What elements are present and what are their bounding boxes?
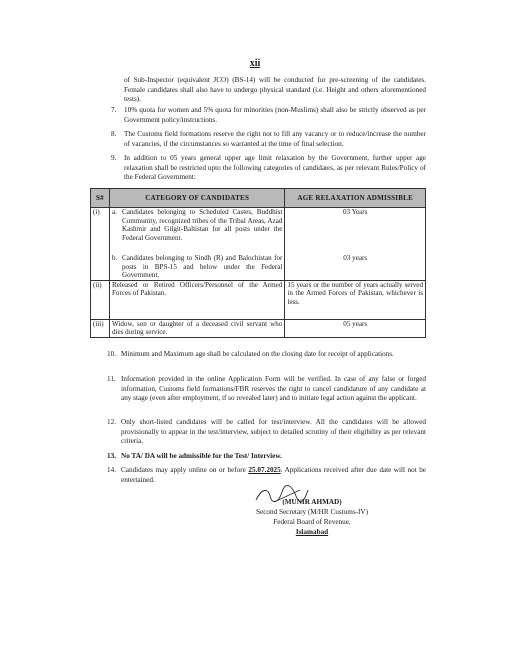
sub-letter: a. xyxy=(111,208,117,216)
header-serial: S# xyxy=(91,189,110,208)
item-text: In addition to 05 years general upper age limit relaxation by the Government, further upper age relaxation shall be restricted upto the following categories of candidates, as per relevant Rules/Policy of the Federal Government: xyxy=(124,154,426,182)
sub-age: 03 Years xyxy=(342,208,368,216)
page-number: xii xyxy=(249,58,261,69)
age-relaxation-table xyxy=(90,188,426,338)
item-text-after: . Applications received after due date will not be entertained. xyxy=(121,466,426,484)
table-header-row xyxy=(91,189,426,208)
item-text: The Customs field formations reserve the right not to fill any vacancy or to reduce/increase the number of vacancies, if the circumstances so warranted at the time of final selection. xyxy=(124,130,426,148)
row-category: Widow, son or daughter of a deceased civil servant who dies during service. xyxy=(109,319,284,337)
signatory-name: (MUNIR AHMAD) xyxy=(282,498,342,506)
table-row xyxy=(91,208,426,281)
item-text: Minimum and Maximum age shall be calculated on the closing date for receipt of applications. xyxy=(121,350,394,358)
item-text-before: Candidates may apply online on or before xyxy=(121,466,249,474)
item-number: 14. xyxy=(107,466,116,474)
item-number: 7. xyxy=(111,106,117,114)
item-number: 12. xyxy=(107,418,116,426)
item-text: 10% quota for women and 5% quota for minorities (non-Muslims) shall also be strictly observed as per Government policy/instructions. xyxy=(124,106,426,124)
row-age: 15 years or the number of years actually served in the Armed Forces of Pakistan, whichever is less. xyxy=(285,280,426,319)
row-age: 05 years xyxy=(285,319,426,337)
signatory-title: Second Secretary (M/HR Customs-IV) xyxy=(256,508,368,516)
signatory-city: Islamabad xyxy=(295,528,329,536)
item-text xyxy=(121,466,426,485)
paragraph-continued: of Sub-Inspector (equivalent JCO) (BS-14) will be conducted for pre-screening of the candidates. Female candidates shall also have to undergo physical standard (i.e. Height and others aforementioned tests). xyxy=(124,76,426,104)
row-category: Released or Retired Officers/Personnel of the Armed Forces of Pakistan. xyxy=(109,280,284,319)
sub-age: 03 years xyxy=(343,254,368,262)
item-number: 11. xyxy=(107,375,116,383)
signatory-organization: Federal Board of Revenue, xyxy=(273,518,351,526)
item-text: Only short-listed candidates will be called for test/interview. All the candidates will be allowed provisionally to appear in the test/interview, subject to detailed scrutiny of their eligibility as per relevant criteria. xyxy=(121,418,426,446)
table-row xyxy=(91,319,426,337)
row-serial: (iii) xyxy=(91,319,110,337)
item-number: 9. xyxy=(111,154,117,162)
item-text: No TA/ DA will be admissible for the Test/ Interview. xyxy=(121,452,282,460)
header-category: CATEGORY OF CANDIDATES xyxy=(109,189,284,208)
item-number: 13. xyxy=(107,452,116,460)
closing-date: 25.07.2025 xyxy=(248,466,281,474)
item-text: Information provided in the online Application Form will be verified. In case of any false or forged information, Customs field formations/FBR reserves the right to cancel candidature of any candidate at any stage (even after employment, if so revealed later) and to initiate legal action against the applicant. xyxy=(121,375,426,403)
row-serial: (ii) xyxy=(91,280,110,319)
sub-letter: b. xyxy=(111,254,118,262)
table-row xyxy=(91,280,426,319)
header-age-relaxation: AGE RELAXATION ADMISSIBLE xyxy=(285,189,426,208)
row-serial: (i) xyxy=(91,208,110,281)
sub-text: Candidates belonging to Sindh (R) and Balochistan for posts in BPS-15 and below under the Federal Government. xyxy=(121,254,283,280)
row-age xyxy=(285,208,426,281)
item-number: 8. xyxy=(111,130,117,138)
item-number: 10. xyxy=(107,350,116,358)
sub-text: Candidates belonging to Scheduled Castes, Buddhist Community, recognized tribes of the Tribal Areas, Azad Kashmir and Gilgit-Baltistan for all posts under the Federal Government. xyxy=(121,208,283,242)
row-category xyxy=(109,208,284,281)
